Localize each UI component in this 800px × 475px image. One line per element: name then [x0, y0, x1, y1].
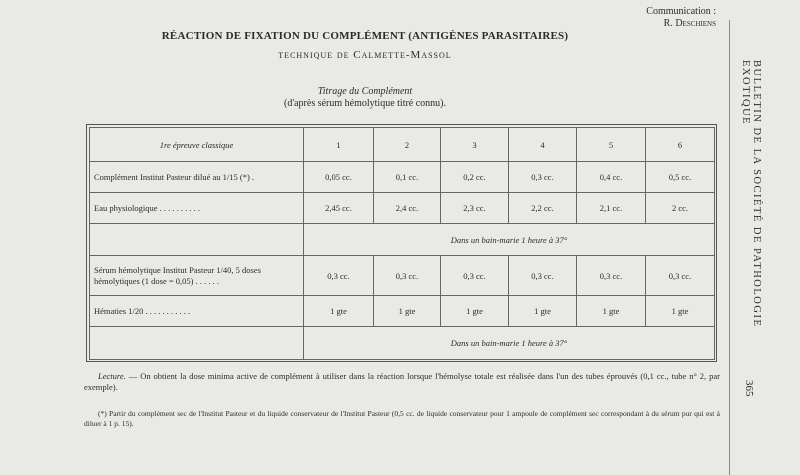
table-header-row [90, 128, 715, 162]
table-row [90, 193, 715, 224]
column-header: 1 [304, 128, 374, 162]
column-header: 3 [441, 128, 509, 162]
header-label: 1re épreuve classique [90, 128, 304, 162]
lecture-paragraph [84, 371, 720, 393]
communication-label: Communication : [646, 6, 716, 17]
table-cell: 2,45 cc. [304, 193, 374, 224]
table-cell: 0,5 cc. [646, 162, 715, 193]
column-header: 6 [646, 128, 715, 162]
communication-header [646, 6, 716, 30]
table-cell: 1 gte [577, 296, 646, 327]
row-label: Hématies 1/20 . . . . . . . . . . . [90, 296, 304, 327]
table-cell: 0,3 cc. [509, 162, 577, 193]
table-cell: 1 gte [441, 296, 509, 327]
table-cell: 2,3 cc. [441, 193, 509, 224]
lecture-text: — On obtient la dose minima active de complément à utiliser dans la réaction lorsque l'hémolyse totale est réalisée dans l'un des tubes éprouvés (0,1 cc., tube n° 2, par exemple). [84, 371, 720, 392]
row-label: Sérum hémolytique Institut Pasteur 1/40, 5 doses hémolytiques (1 dose = 0,05) . . . . . . [90, 256, 304, 296]
table-cell: 2,4 cc. [374, 193, 441, 224]
table-cell: 2 cc. [646, 193, 715, 224]
table-caption-note: (d'après sérum hémolytique titré connu). [283, 98, 447, 109]
author-name: R. Deschiens [663, 18, 716, 29]
row-label: Complément Institut Pasteur dilué au 1/15 (*) . [90, 162, 304, 193]
empty-cell [90, 224, 304, 256]
footnote-text: (*) Partir du complément sec de l'Institut Pasteur et du liquide conservateur de l'Institut Pasteur (0,5 cc. de liquide conservateur pour 1 ampoule de complément sec correspondant à du sérum pur qui est à diluer à 1 p. 15). [84, 409, 720, 428]
table-cell: 0,1 cc. [374, 162, 441, 193]
page-number: 365 [743, 380, 755, 397]
table-cell: 2,1 cc. [577, 193, 646, 224]
page-title: RÉACTION DE FIXATION DU COMPLÉMENT (ANTIGÈNES PARASITAIRES) [161, 30, 569, 42]
table-cell: 0,05 cc. [304, 162, 374, 193]
table-cell: 0,3 cc. [441, 256, 509, 296]
journal-running-title: BULLETIN DE LA SOCIÉTÉ DE PATHOLOGIE EXOTIQUE [740, 60, 762, 328]
table-cell: 0,3 cc. [304, 256, 374, 296]
incubation-note: Dans un bain-marie 1 heure à 37° [304, 327, 715, 360]
page-subtitle: technique de Calmette-Massol [278, 49, 452, 61]
table-cell: 0,3 cc. [374, 256, 441, 296]
table-cell: 1 gte [304, 296, 374, 327]
table-cell: 1 gte [374, 296, 441, 327]
column-header: 2 [374, 128, 441, 162]
incubation-row [90, 327, 715, 360]
column-header: 5 [577, 128, 646, 162]
row-label: Eau physiologique . . . . . . . . . . [90, 193, 304, 224]
column-header: 4 [509, 128, 577, 162]
table-cell: 1 gte [509, 296, 577, 327]
incubation-row [90, 224, 715, 256]
table-row [90, 296, 715, 327]
margin-rule [729, 20, 730, 475]
table-cell: 0,3 cc. [509, 256, 577, 296]
table-cell: 2,2 cc. [509, 193, 577, 224]
titration-table [89, 127, 715, 360]
lecture-label: Lecture. [98, 371, 126, 381]
table-row [90, 162, 715, 193]
table-cell: 1 gte [646, 296, 715, 327]
table-cell: 0,3 cc. [577, 256, 646, 296]
empty-cell [90, 327, 304, 360]
table-cell: 0,2 cc. [441, 162, 509, 193]
table-cell: 0,4 cc. [577, 162, 646, 193]
table-caption: Titrage du Complément [317, 86, 413, 97]
incubation-note: Dans un bain-marie 1 heure à 37° [304, 224, 715, 256]
table-row [90, 256, 715, 296]
table-cell: 0,3 cc. [646, 256, 715, 296]
footnote [84, 409, 720, 429]
